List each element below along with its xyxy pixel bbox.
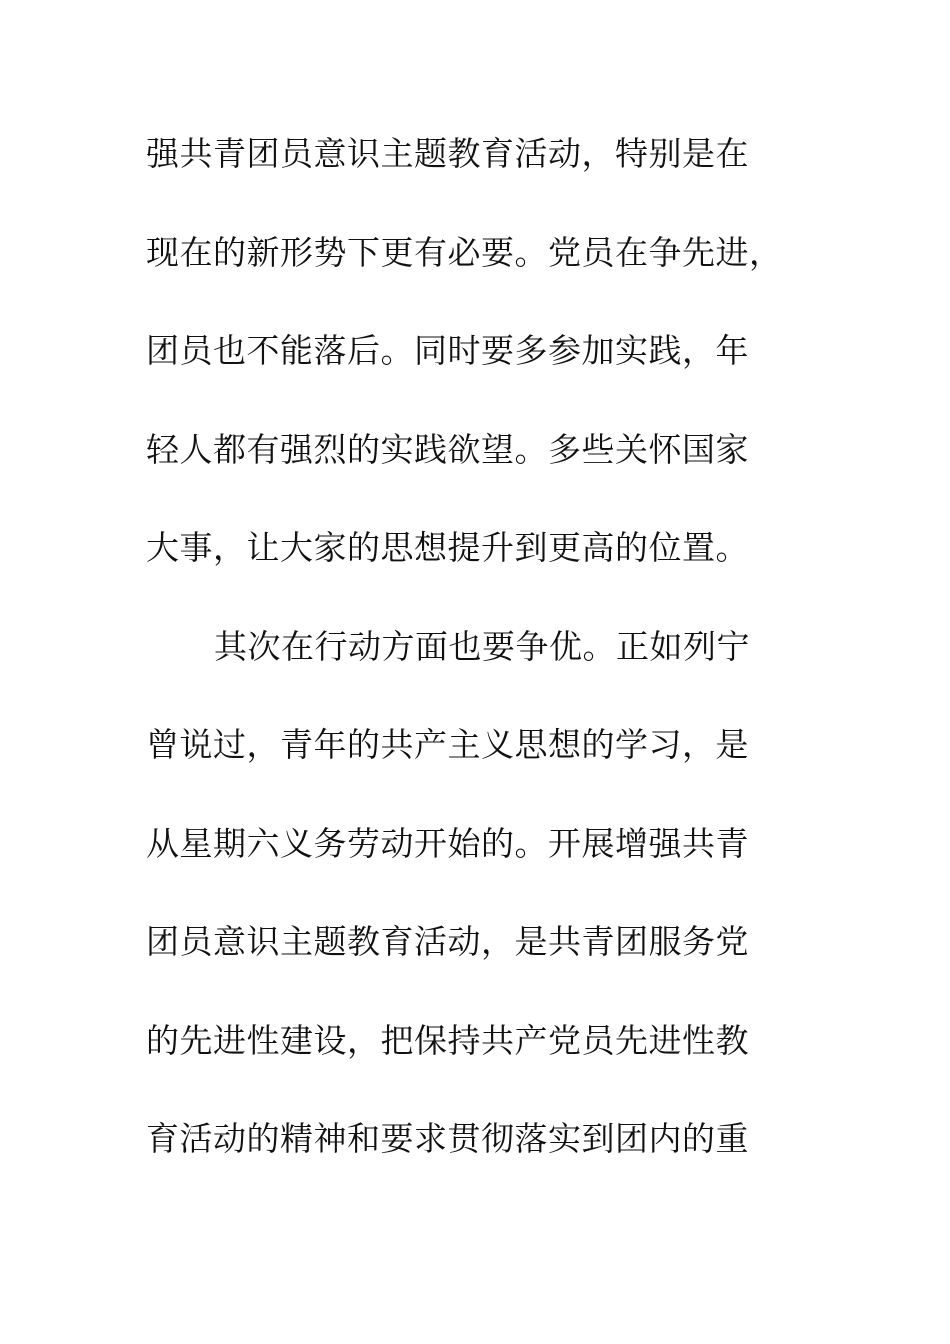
text-line: 曾说过，青年的共产主义思想的学习，是 <box>146 725 749 764</box>
text-line: 育活动的精神和要求贯彻落实到团内的重 <box>146 1119 749 1158</box>
text-line: 的先进性建设，把保持共产党员先进性教 <box>146 1020 749 1060</box>
text-line: 团员也不能落后。同时要多参加实践，年 <box>146 331 749 370</box>
text-line: 团员意识主题教育活动，是共青团服务党 <box>146 922 749 961</box>
text-line: 现在的新形势下更有必要。党员在争先进， <box>146 232 783 272</box>
body-text <box>146 125 806 1209</box>
text-line: 强共青团员意识主题教育活动，特别是在 <box>146 134 749 173</box>
text-line: 大事，让大家的思想提升到更高的位置。 <box>146 528 749 567</box>
paragraph-start-line: 其次在行动方面也要争优。正如列宁 <box>214 626 750 666</box>
text-line: 轻人都有强烈的实践欲望。多些关怀国家 <box>146 429 749 469</box>
text-line: 从星期六义务劳动开始的。开展增强共青 <box>146 823 749 863</box>
